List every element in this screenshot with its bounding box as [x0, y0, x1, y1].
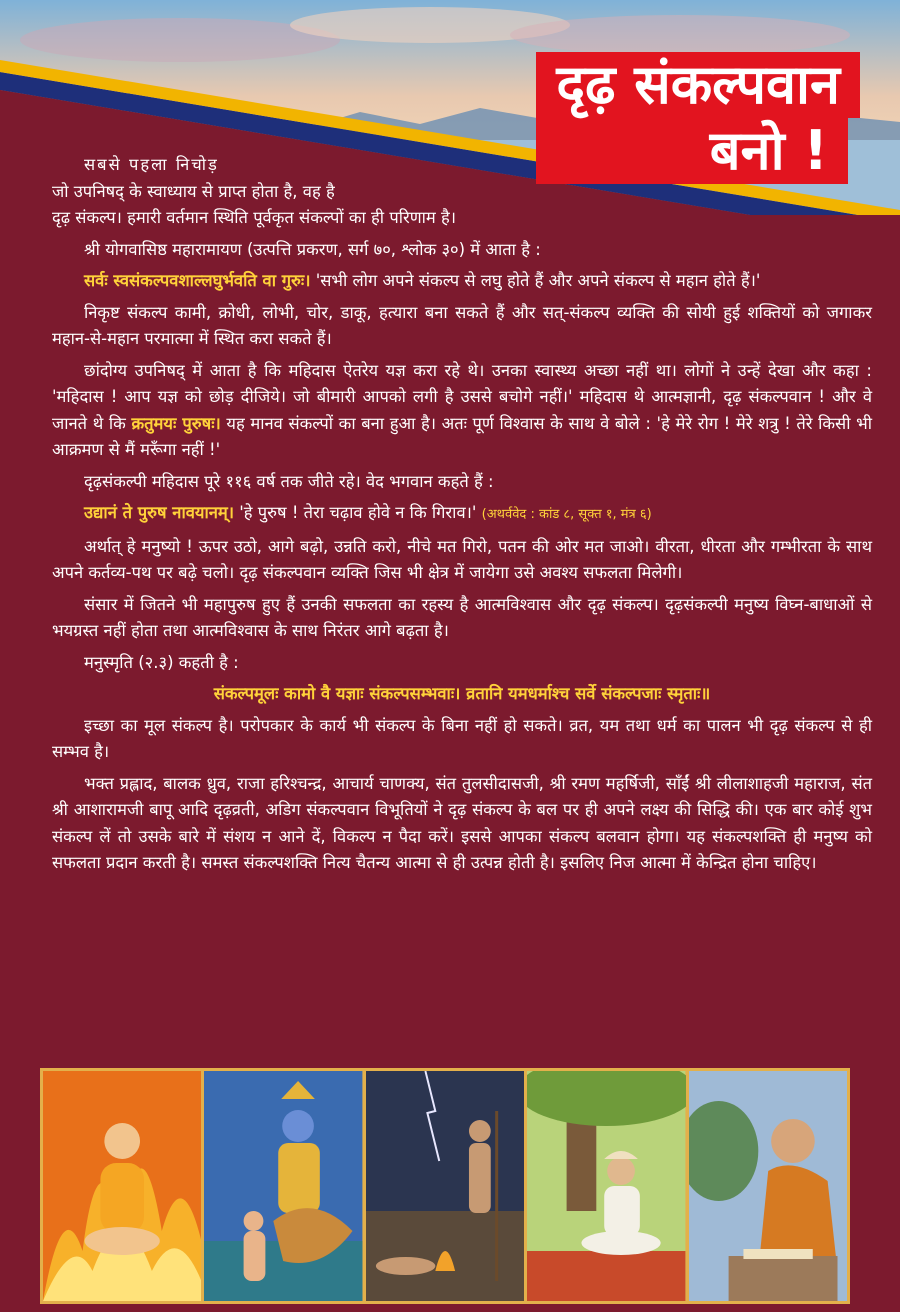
atharvaveda-reference: (अथर्ववेद : कांड ८, सूक्त १, मंत्र ६) — [481, 507, 652, 522]
paragraph-116-years: दृढ़संकल्पी महिदास पूरे ११६ वर्ष तक जीते रहे। वेद भगवान कहते हैं : — [84, 471, 494, 491]
paragraph-quote-4 — [52, 681, 872, 708]
mahidas-text-a: छांदोग्य उपनिषद् में आता है कि महिदास ऐतरेय यज्ञ करा रहे थे। उनका स्वास्थ्य अच्छा नहीं था। लोगों ने उन्हें देखा और कहा : 'महिदास ! आप यज्ञ को छोड़ दीजिये। जो बीमारी आपको लगी है उससे बचोगे नहीं।' महिदास थे आत्मज्ञानी, दृढ़ संकल्पवान ! और वे जानते थे कि — [52, 360, 872, 433]
paragraph-manusmriti: मनुस्मृति (२.३) कहती है : — [84, 652, 239, 672]
sanskrit-quote-4: संकल्पमूलः कामो वै यज्ञाः संकल्पसम्भवाः। व्रतानि यमधर्माश्च सर्वे संकल्पजाः स्मृताः॥ — [213, 684, 711, 703]
paragraph-mahapurush: संसार में जितने भी महापुरुष हुए हैं उनकी सफलता का रहस्य है आत्मविश्वास और दृढ़ संकल्प। दृढ़संकल्पी मनुष्य विघ्न-बाधाओं से भयग्रस्त नहीं होता तथा आत्मविश्वास के साथ निरंतर आगे बढ़ता है। — [52, 594, 872, 640]
paragraph-bhakt-prahlad: भक्त प्रह्लाद, बालक ध्रुव, राजा हरिश्चन्द्र, आचार्य चाणक्य, संत तुलसीदासजी, श्री रमण महर्षिजी, साँईं श्री लीलाशाहजी महाराज, संत श्री आशारामजी बापू आदि दृढ़व्रती, अडिग संकल्पवान विभूतियों ने दृढ़ संकल्प के बल पर ही अपने लक्ष्य की सिद्धि की। एक बार कोई शुभ संकल्प लें तो उसके बारे में संशय न आने दें, विकल्प न पैदा करें। इससे आपका संकल्प बलवान होगा। यह संकल्पशक्ति ही मनुष्य को सफलता प्रदान करती है। समस्त संकल्पशक्ति नित्य चैतन्य आत्मा से ही उत्पन्न होती है। इसलिए निज आत्मा में केन्द्रित होना चाहिए। — [52, 773, 872, 872]
paragraph-ichchha: इच्छा का मूल संकल्प है। परोपकार के कार्य भी संकल्प के बिना नहीं हो सकते। व्रत, यम तथा धर्म का पालन भी दृढ़ संकल्प से ही सम्भव है। — [52, 715, 872, 761]
paragraph-intro — [52, 152, 872, 232]
tulsidas-under-tree-image — [527, 1071, 685, 1301]
paragraph-yogavasishtha: श्री योगवासिष्ठ महारामायण (उत्पत्ति प्रकरण, सर्ग ७०, श्लोक ३०) में आता है : — [84, 239, 541, 259]
mahidas-text-b: यह मानव संकल्पों का बना हुआ है। अतः पूर्ण विश्वास के साथ वे बोले : 'हे मेरे रोग ! मेरे शत्रु ! तेरे किसी भी आक्रमण से मैं मरूँगा नहीं !' — [52, 413, 872, 459]
intro-heading: सबसे पहला निचोड़ — [84, 155, 219, 174]
paragraph-quote-1 — [52, 268, 872, 295]
harishchandra-cremation-ground-image — [366, 1071, 524, 1301]
image-strip — [40, 1068, 850, 1304]
paragraph-quote-3 — [52, 500, 872, 529]
prahlad-in-fire-image — [43, 1071, 201, 1301]
article-body — [52, 152, 872, 882]
paragraph-nikrisht: निकृष्ट संकल्प कामी, क्रोधी, लोभी, चोर, डाकू, हत्यारा बना सकते हैं और सत्-संकल्प व्यक्ति की सोयी हुई शक्तियों को जगाकर महान-से-महान परमात्मा में स्थित करा सकते हैं। — [52, 302, 872, 348]
vishnu-on-garuda-image — [204, 1071, 362, 1301]
intro-line-3: दृढ़ संकल्प। हमारी वर्तमान स्थिति पूर्वकृत संकल्पों का ही परिणाम है। — [52, 208, 457, 227]
quote-1-meaning: 'सभी लोग अपने संकल्प से लघु होते हैं और अपने संकल्प से महान होते हैं।' — [310, 271, 761, 290]
intro-line-2: जो उपनिषद् के स्वाध्याय से प्राप्त होता है, वह है — [52, 181, 335, 201]
sanskrit-quote-2: क्रतुमयः पुरुषः। — [131, 413, 221, 433]
title-line-1: दृढ़ संकल्पवान — [546, 53, 850, 116]
sanskrit-quote-3: उद्यानं ते पुरुष नावयानम्। — [84, 503, 235, 522]
title-line-2: बनो ! — [700, 119, 838, 182]
chanakya-writing-image — [689, 1071, 847, 1301]
sanskrit-quote-1: सर्वः स्वसंकल्पवशाल्लघुर्भवति वा गुरुः। — [84, 271, 311, 290]
paragraph-arthat: अर्थात् हे मनुष्यो ! ऊपर उठो, आगे बढ़ो, उन्नति करो, नीचे मत गिरो, पतन की ओर मत जाओ। वीरता, धीरता और गम्भीरता के साथ अपने कर्तव्य-पथ पर बढ़े चलो। दृढ़ संकल्पवान व्यक्ति जिस भी क्षेत्र में जायेगा उसे अवश्य सफलता मिलेगी। — [52, 536, 872, 582]
quote-3-meaning: 'हे पुरुष ! तेरा चढ़ाव होवे न कि गिराव।' — [234, 503, 482, 522]
paragraph-mahidas — [52, 358, 872, 464]
